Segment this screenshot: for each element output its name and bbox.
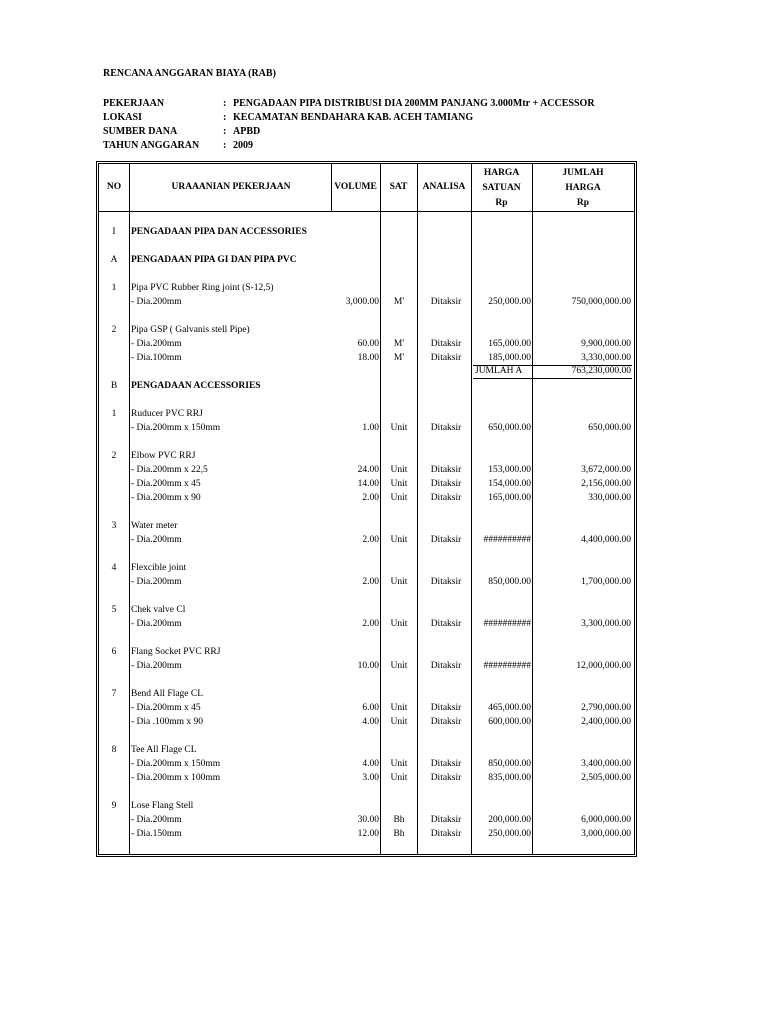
row-number: 1 (111, 283, 117, 293)
item-analisa: Ditaksir (430, 815, 462, 825)
item-unit: Unit (390, 577, 408, 587)
section-heading: PENGADAAN PIPA DAN ACCESSORIES (131, 227, 307, 237)
row-number: A (110, 255, 118, 265)
item-volume: 10.00 (357, 661, 379, 671)
item-volume: 4.00 (362, 759, 379, 769)
item-unit: Unit (390, 759, 408, 769)
item-volume: 2.00 (362, 619, 379, 629)
item-analisa: Ditaksir (430, 829, 462, 839)
header-harga-satuan (471, 166, 532, 211)
item-unit-price: ########## (483, 661, 531, 671)
item-unit-price: ########## (483, 619, 531, 629)
info-separator: : (223, 126, 227, 137)
item-volume: 14.00 (357, 479, 379, 489)
section-heading: PENGADAAN PIPA GI DAN PIPA PVC (131, 255, 297, 265)
row-number: I (112, 227, 116, 237)
header-divider (99, 211, 634, 212)
item-unit: Unit (390, 703, 408, 713)
info-value: PENGADAAN PIPA DISTRIBUSI DIA 200MM PANJANG 3.000Mtr + ACCESSOR (233, 98, 595, 109)
item-unit: Unit (390, 423, 408, 433)
item-description: - Dia .100mm x 90 (131, 717, 204, 727)
item-analisa: Ditaksir (430, 717, 462, 727)
item-total-price: 2,400,000.00 (581, 717, 631, 727)
item-description: Water meter (131, 521, 178, 531)
item-volume: 60.00 (357, 339, 379, 349)
item-volume: 6.00 (362, 703, 379, 713)
header-jumlah-harga (532, 166, 634, 211)
item-volume: 2.00 (362, 577, 379, 587)
row-number: 7 (111, 689, 117, 699)
item-volume: 30.00 (357, 815, 379, 825)
item-total-price: 3,672,000.00 (581, 465, 631, 475)
row-number: 6 (111, 647, 117, 657)
column-divider (129, 164, 130, 854)
item-description: Pipa GSP ( Galvanis stell Pipe) (131, 325, 250, 335)
item-unit: M' (393, 339, 405, 349)
item-unit-price: 165,000.00 (488, 339, 531, 349)
item-unit-price: 835,000.00 (488, 773, 531, 783)
column-divider (417, 164, 418, 854)
header-jumlah-harga-line: HARGA (565, 183, 601, 193)
item-total-price: 12,000,000.00 (576, 661, 631, 671)
item-description: - Dia.200mm x 150mm (131, 423, 221, 433)
item-volume: 3,000.00 (345, 297, 379, 307)
item-unit-price: 650,000.00 (488, 423, 531, 433)
column-divider (471, 164, 472, 854)
row-number: B (110, 381, 118, 391)
item-total-price: 9,900,000.00 (581, 339, 631, 349)
subtotal-amount: 763,230,000.00 (571, 366, 631, 376)
item-unit: Bh (393, 829, 405, 839)
item-analisa: Ditaksir (430, 479, 462, 489)
item-unit-price: ########## (483, 535, 531, 545)
item-volume: 12.00 (357, 829, 379, 839)
info-separator: : (223, 98, 227, 109)
item-volume: 2.00 (362, 535, 379, 545)
item-description: - Dia.200mm x 45 (131, 479, 201, 489)
item-analisa: Ditaksir (430, 423, 462, 433)
item-total-price: 2,156,000.00 (581, 479, 631, 489)
column-divider (380, 164, 381, 854)
header-analisa: ANALISA (422, 182, 466, 192)
item-description: - Dia.200mm (131, 297, 182, 307)
item-analisa: Ditaksir (430, 661, 462, 671)
item-total-price: 4,400,000.00 (581, 535, 631, 545)
info-label: SUMBER DANA (103, 126, 178, 137)
item-unit: Unit (390, 493, 408, 503)
header-sat: SAT (389, 182, 408, 192)
subtotal-label: JUMLAH A (475, 366, 523, 376)
info-label: PEKERJAAN (103, 98, 165, 109)
header-harga-satuan-line: Rp (495, 198, 508, 208)
item-volume: 1.00 (362, 423, 379, 433)
item-total-price: 2,790,000.00 (581, 703, 631, 713)
item-unit-price: 600,000.00 (488, 717, 531, 727)
row-number: 2 (111, 325, 117, 335)
item-unit-price: 250,000.00 (488, 829, 531, 839)
item-unit-price: 200,000.00 (488, 815, 531, 825)
item-unit-price: 250,000.00 (488, 297, 531, 307)
item-unit: Unit (390, 661, 408, 671)
item-unit: M' (393, 353, 405, 363)
item-description: Flexcible joint (131, 563, 187, 573)
item-unit-price: 465,000.00 (488, 703, 531, 713)
item-analisa: Ditaksir (430, 773, 462, 783)
document-title: RENCANA ANGGARAN BIAYA (RAB) (103, 68, 276, 79)
item-description: - Dia.200mm x 150mm (131, 759, 221, 769)
item-unit: Unit (390, 535, 408, 545)
item-unit: Unit (390, 479, 408, 489)
row-number: 9 (111, 801, 117, 811)
item-unit-price: 154,000.00 (488, 479, 531, 489)
column-divider (532, 164, 533, 854)
item-unit-price: 185,000.00 (488, 353, 531, 363)
item-unit: Unit (390, 619, 408, 629)
item-description: - Dia.200mm x 45 (131, 703, 201, 713)
item-total-price: 3,300,000.00 (581, 619, 631, 629)
item-total-price: 3,000,000.00 (581, 829, 631, 839)
info-label: TAHUN ANGGARAN (103, 140, 200, 151)
item-unit-price: 850,000.00 (488, 759, 531, 769)
section-heading: PENGADAAN ACCESSORIES (131, 381, 261, 391)
item-total-price: 750,000,000.00 (571, 297, 631, 307)
item-description: Elbow PVC RRJ (131, 451, 196, 461)
item-description: - Dia.200mm (131, 577, 182, 587)
item-volume: 2.00 (362, 493, 379, 503)
item-description: - Dia.200mm x 100mm (131, 773, 221, 783)
row-number: 5 (111, 605, 117, 615)
item-description: Lose Flang Stell (131, 801, 194, 811)
info-separator: : (223, 112, 227, 123)
item-analisa: Ditaksir (430, 619, 462, 629)
item-unit-price: 153,000.00 (488, 465, 531, 475)
row-number: 2 (111, 451, 117, 461)
info-label: LOKASI (103, 112, 142, 123)
item-description: - Dia.200mm (131, 339, 182, 349)
item-description: - Dia.200mm (131, 619, 182, 629)
item-analisa: Ditaksir (430, 297, 462, 307)
item-analisa: Ditaksir (430, 353, 462, 363)
item-description: Chek valve Cl (131, 605, 186, 615)
item-total-price: 3,330,000.00 (581, 353, 631, 363)
item-description: - Dia.200mm (131, 661, 182, 671)
item-description: Flang Socket PVC RRJ (131, 647, 221, 657)
rab-table (98, 163, 635, 855)
item-volume: 4.00 (362, 717, 379, 727)
row-number: 4 (111, 563, 117, 573)
row-number: 8 (111, 745, 117, 755)
item-analisa: Ditaksir (430, 465, 462, 475)
info-separator: : (223, 140, 227, 151)
info-value: KECAMATAN BENDAHARA KAB. ACEH TAMIANG (233, 112, 474, 123)
item-description: - Dia.200mm (131, 815, 182, 825)
item-analisa: Ditaksir (430, 577, 462, 587)
item-description: - Dia.200mm (131, 535, 182, 545)
item-analisa: Ditaksir (430, 493, 462, 503)
item-unit: Unit (390, 465, 408, 475)
info-value: 2009 (233, 140, 253, 151)
item-unit: Bh (393, 815, 405, 825)
item-total-price: 1,700,000.00 (581, 577, 631, 587)
item-total-price: 3,400,000.00 (581, 759, 631, 769)
item-description: - Dia.200mm x 22,5 (131, 465, 208, 475)
header-harga-satuan-line: SATUAN (482, 183, 521, 193)
item-volume: 3.00 (362, 773, 379, 783)
item-volume: 18.00 (357, 353, 379, 363)
item-unit: M' (393, 297, 405, 307)
row-number: 3 (111, 521, 117, 531)
header-jumlah-harga-line: Rp (576, 198, 590, 208)
header-harga-satuan-line: HARGA (483, 168, 520, 178)
item-description: - Dia.200mm x 90 (131, 493, 201, 503)
item-description: Bend All Flage CL (131, 689, 204, 699)
item-description: Pipa PVC Rubber Ring joint (S-12,5) (131, 283, 274, 293)
item-description: Tee All Flage CL (131, 745, 197, 755)
row-number: 1 (111, 409, 117, 419)
item-analisa: Ditaksir (430, 535, 462, 545)
item-description: Ruducer PVC RRJ (131, 409, 203, 419)
item-unit-price: 850,000.00 (488, 577, 531, 587)
info-value: APBD (233, 126, 261, 137)
item-unit: Unit (390, 773, 408, 783)
header-volume: VOLUME (334, 182, 377, 192)
item-description: - Dia.100mm (131, 353, 182, 363)
header-jumlah-harga-line: JUMLAH (562, 168, 604, 178)
item-description: - Dia.150mm (131, 829, 182, 839)
item-analisa: Ditaksir (430, 339, 462, 349)
item-analisa: Ditaksir (430, 703, 462, 713)
item-total-price: 6,000,000.00 (581, 815, 631, 825)
item-total-price: 2,505,000.00 (581, 773, 631, 783)
item-unit: Unit (390, 717, 408, 727)
item-analisa: Ditaksir (430, 759, 462, 769)
item-total-price: 650,000.00 (588, 423, 631, 433)
item-total-price: 330,000.00 (588, 493, 631, 503)
header-no: NO (106, 182, 122, 192)
item-volume: 24.00 (357, 465, 379, 475)
item-unit-price: 165,000.00 (488, 493, 531, 503)
header-description: URAAANIAN PEKERJAAN (171, 182, 291, 192)
